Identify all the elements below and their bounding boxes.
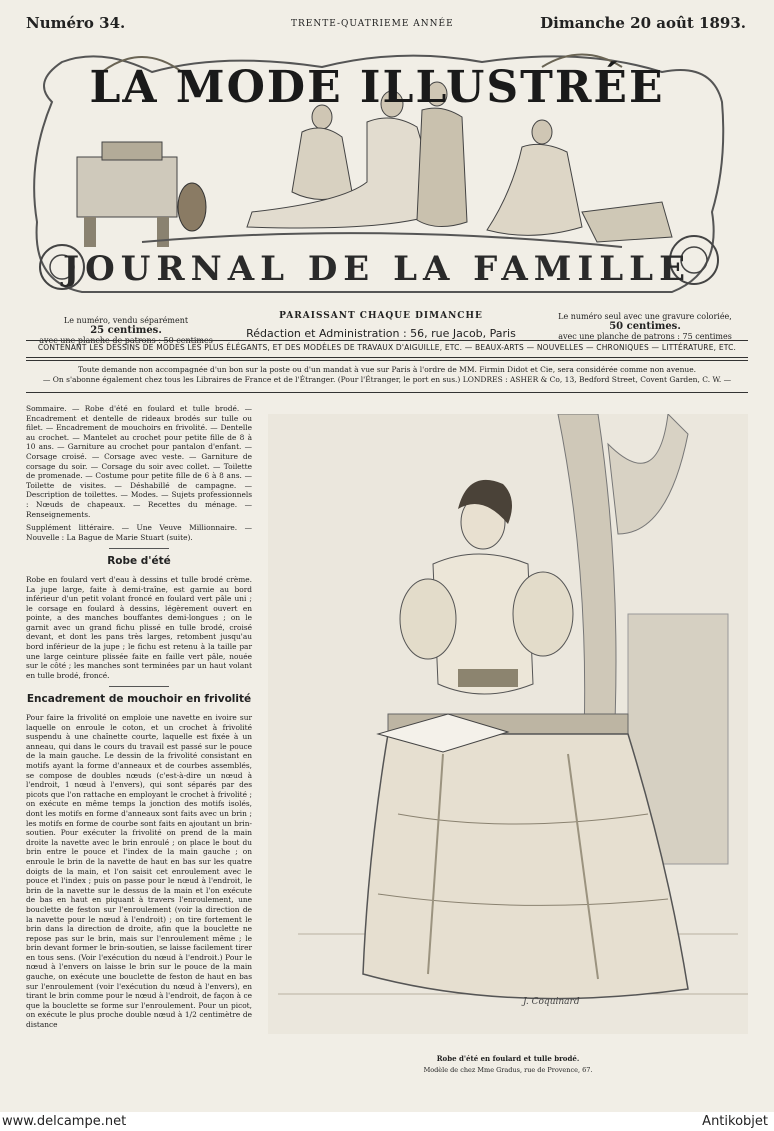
administration-address: Rédaction et Administration : 56, rue Jacob, Paris bbox=[246, 327, 516, 340]
article-title: Robe d'été bbox=[107, 555, 171, 568]
illustration-credit: Modèle de chez Mme Gradus, rue de Provence, 67. bbox=[423, 1066, 593, 1074]
pattern-price-right: avec une planche de patrons : 75 centimes bbox=[558, 332, 732, 341]
fashion-engraving bbox=[268, 414, 748, 1034]
divider bbox=[109, 548, 169, 549]
notice-line: — On s'abonne également chez tous les Libraires de France et de l'Étranger. (Pour l'Étranger, le port en sus.) LONDRES : ASHER & Co, 13, Bedford Street, Covent Garden, C. W. — bbox=[42, 375, 732, 384]
supplement: Supplément littéraire. — Une Veuve Millionnaire. — Nouvelle : La Bague de Marie Stuart (suite). bbox=[26, 523, 252, 542]
divider bbox=[26, 357, 748, 358]
watermark-left[interactable]: www.delcampe.net bbox=[2, 1114, 127, 1129]
issue-number: Numéro 34. bbox=[26, 14, 126, 32]
watermark-bar bbox=[0, 1112, 774, 1131]
divider bbox=[26, 360, 748, 361]
text-column bbox=[26, 404, 252, 1034]
issue-header bbox=[26, 14, 746, 34]
sommaire: Sommaire. — Robe d'été en foulard et tulle brodé. — Encadrement et dentelle de rideaux brodés sur tulle ou filet. — Encadrement de mouchoirs en frivolité. — Dentelle au crochet. — Mantelet au crochet pour petite fille de 8 à 10 ans. — Garniture au crochet pour pantalon d'enfant. — Corsage croisé. — Corsage avec veste. — Garniture de corsage du soir. — Corsage du soir avec collet. — Toilette de promenade. — Costume pour petite fille de 6 à 8 ans. — Toilette de visites. — Déshabillé de campagne. — Description de toilettes. — Modes. — Sujets professionnels : Nœuds de chapeaux. — Recettes du ménage. — Renseignements. bbox=[26, 404, 252, 519]
article-body: Robe en foulard vert d'eau à dessins et tulle brodé crème. La jupe large, faite à demi-traîne, est garnie au bord inférieur d'un petit volant froncé en foulard vert pâle uni ; le corsage en foulard à dessins, légèrement ouvert en pointe, a des manches bouffantes demi-longues ; on le garnit avec un grand fichu plissé en tulle brodé, croisé devant, et dont les pans très larges, retombent jusqu'au bord inférieur de la jupe ; le fichu est retenu à la taille par une large ceinture plissée faite en faille vert pâle, nouée sur le côté ; les manches sont terminées par un haut volant en tulle brodé, froncé. bbox=[26, 574, 252, 680]
price-right: 50 centimes. bbox=[609, 321, 681, 332]
price-left: 25 centimes. bbox=[90, 325, 162, 336]
artist-signature: J. Coquinard bbox=[523, 997, 580, 1007]
price-note-left: Le numéro, vendu séparément bbox=[63, 316, 189, 325]
subscription-center bbox=[232, 311, 530, 340]
masthead-engraving bbox=[22, 42, 730, 304]
issue-year: TRENTE-QUATRIEME ANNÉE bbox=[291, 19, 454, 29]
notice-line: Toute demande non accompagnée d'un bon sur la poste ou d'un mandat à vue sur Paris à l'ordre de MM. Firmin Didot et Cie, sera considérée comme non avenue. bbox=[77, 365, 697, 374]
contents-banner: CONTENANT LES DESSINS DE MODES LES PLUS ÉLÉGANTS, ET DES MODÈLES DE TRAVAUX D'AIGUILLE, ETC. — BEAUX-ARTS — NOUVELLES — CHRONIQUES — LITTÉRATURE, ETC. bbox=[37, 343, 737, 352]
masthead-title: LA MODE ILLUSTRÉE bbox=[89, 62, 665, 113]
frequency-note: PARAISSANT CHAQUE DIMANCHE bbox=[279, 311, 483, 321]
article-title: Encadrement de mouchoir en frivolité bbox=[26, 693, 252, 706]
article-body: Pour faire la frivolité on emploie une navette en ivoire sur laquelle on enroule le coton, et un crochet à frivolité suspendu à une chaînette courte, laquelle est fixée à un anneau, qui dans le cours du travail est passé sur le pouce de la main gauche. Le dessin de la frivolité consistant en motifs ayant la forme d'anneaux et de courbes assemblés, se compose de doubles nœuds (c'est-à-dire un nœud à l'endroit, 1 nœud à l'envers), qui sont séparés par des picots que l'on rattache en employant le crochet à frivolité ; on exécute en même temps la jonction des motifs isolés, dont les motifs en forme d'anneaux sont faits avec un brin ; les motifs en forme de courbe sont faits en ajoutant un brin-soutien. Pour exécuter la frivolité on prend de la main droite la navette avec le brin enroulé ; on place le bout du brin entre le pouce et l'index de la main gauche ; on enroule le brin de la navette de haut en bas sur les quatre doigts de la main, et l'on saisit cet enroulement avec le pouce et l'index ; puis on passe pour le nœud à l'endroit, le brin de la navette sur le dessus de la main et l'on exécute de bas en haut en piquant à travers l'enroulement, une bouclette de feston sur l'enroulement (voir la direction de la navette pour le nœud à l'endroit) ; on tire fortement le brin dans la direction de droite, afin que la bouclette ne repose pas sur le brin, mais sur l'enroulement même ; le brin devant former le brin-soutien, se laisse facilement tirer en tous sens. (Voir l'exécution du nœud à l'endroit.) Pour le nœud à l'envers on laisse le brin sur le pouce de la main gauche, on exécute une bouclette de feston de haut en bas sur l'enroulement (voir l'exécution du nœud à l'envers), en tirant le brin comme pour le nœud à l'endroit, de façon à ce que la bouclette se forme sur l'enroulement. Pour un picot, on exécute le plus proche double nœud à 1/2 centimètre de distance bbox=[26, 713, 252, 1030]
subscription-notice bbox=[26, 365, 748, 385]
pattern-price-left: avec une planche de patrons : 50 centimes bbox=[39, 336, 213, 345]
subscription-right bbox=[540, 312, 750, 342]
illustration-caption: Robe d'été en foulard et tulle brodé. bbox=[436, 1054, 580, 1063]
divider bbox=[26, 340, 748, 341]
masthead-subtitle: JOURNAL DE LA FAMILLE bbox=[63, 249, 691, 289]
divider bbox=[26, 392, 748, 393]
subscription-left bbox=[26, 316, 226, 346]
issue-date: Dimanche 20 août 1893. bbox=[540, 14, 746, 32]
price-note-right: Le numéro seul avec une gravure coloriée, bbox=[558, 312, 732, 321]
divider bbox=[109, 686, 169, 687]
watermark-right[interactable]: Antikobjet bbox=[702, 1114, 768, 1129]
